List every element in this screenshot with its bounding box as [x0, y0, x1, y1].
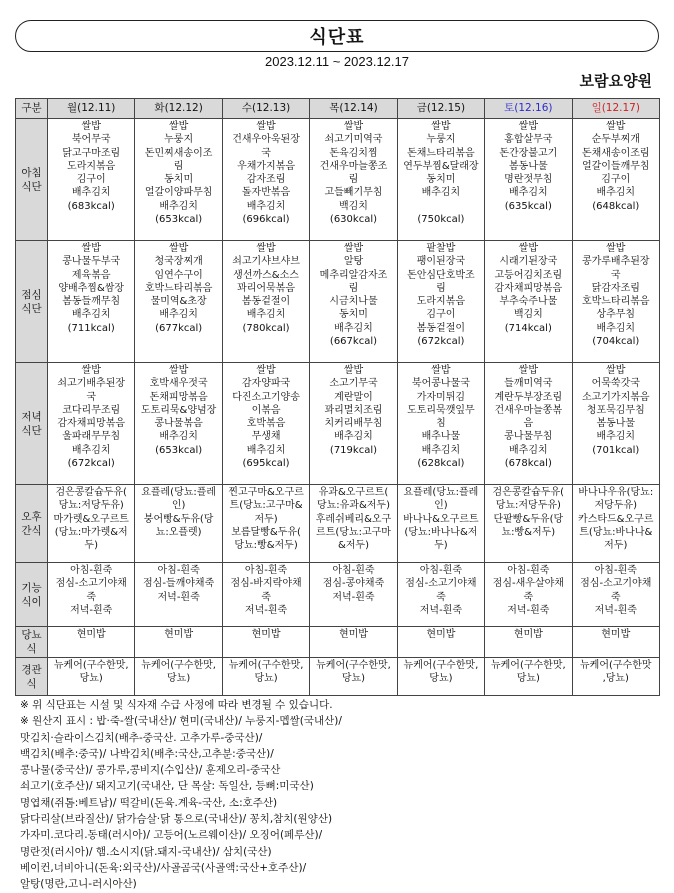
- lunch-cell: 쌀밥 쇠고기샤브샤브 생선까스&소스 꽈리어묵볶음 봄동겉절이 배추김치 (780kcal): [222, 241, 309, 363]
- tube-feeding-cell: 뉴케어(구수한맛, 당뇨): [310, 658, 397, 696]
- functional-diet-row: [16, 563, 660, 627]
- afternoon-snack-cell: 검은콩칼슘두유( 당뇨:저당두유) 단팥빵&두유(당 뇨:빵&저두): [485, 485, 572, 563]
- lunch-cell: 쌀밥 청국장찌개 임연수구이 호박느타리볶음 물미역&초장 배추김치 (677kcal): [135, 241, 222, 363]
- tube-feeding-cell: 뉴케어(구수한맛, 당뇨): [485, 658, 572, 696]
- functional-diet-cell: 아침-흰죽 점심-소고기야채 죽 저녁-흰죽: [397, 563, 484, 627]
- dinner-row: [16, 363, 660, 485]
- lunch-cell: 쌀밥 콩나물두부국 제육볶음 양배추찜&쌈장 봄동들깨무침 배추김치 (711kcal): [48, 241, 135, 363]
- menu-period: 2023.12.11 ~ 2023.12.17: [265, 54, 409, 69]
- diabetic-diet-cell: 현미밥: [48, 627, 135, 658]
- breakfast-cell: 쌀밥 쇠고기미역국 돈육김치찜 건새우마늘쫑조 림 고들빼기무침 백김치 (630kcal): [310, 119, 397, 241]
- note-line: 쇠고기(호주산)/ 돼지고기(국내산, 단 목살: 독일산, 등뼈:미국산): [20, 780, 314, 793]
- breakfast-cell: 쌀밥 북어무국 닭고구마조림 도라지볶음 김구이 배추김치 (683kcal): [48, 119, 135, 241]
- note-line: ※ 원산지 표시 : 밥·죽-쌀(국내산)/ 현미(국내산)/ 누룽지-멥쌀(국내산)/: [20, 715, 342, 728]
- day-header-sun: 일(12.17): [572, 99, 659, 119]
- day-header-wed: 수(12.13): [222, 99, 309, 119]
- note-line: 닭다리살(브라질산)/ 닭가슴살·닭 통으로(국내산)/ 꽁치,참치(원양산): [20, 813, 333, 826]
- breakfast-cell: 쌀밥 누룽지 돈민찌새송이조 림 동치미 얼갈이양파무침 배추김치 (653kcal): [135, 119, 222, 241]
- breakfast-cell: 쌀밥 홍합살무국 돈간장불고기 봄동나물 명란젓무침 배추김치 (635kcal): [485, 119, 572, 241]
- afternoon-snack-cell: 요플레(당뇨:플레 인) 바나나&오구르트 (당뇨:바나나&저 두): [397, 485, 484, 563]
- note-line: 베이컨,너비아니(돈육:외국산)/사골곰국(사골액:국산+호주산)/: [20, 861, 307, 874]
- dinner-cell: 쌀밥 쇠고기배추된장 국 코다리무조림 감자채피망볶음 울파래무무침 배추김치 (672kcal): [48, 363, 135, 485]
- diabetic-diet-cell: 현미밥: [572, 627, 659, 658]
- day-header-fri: 금(12.15): [397, 99, 484, 119]
- note-line: 백김치(배추:중국)/ 나박김치(배추:국산,고추분:중국산)/: [20, 747, 274, 760]
- dinner-cell: 쌀밥 소고기무국 계란말이 꽈리멸치조림 치커리배무침 배추김치 (719kcal): [310, 363, 397, 485]
- dinner-label: 저녁 식단: [16, 363, 48, 485]
- day-header-mon: 월(12.11): [48, 99, 135, 119]
- tube-feeding-cell: 뉴케어(구수한맛, 당뇨): [135, 658, 222, 696]
- tube-feeding-label: 경관 식: [16, 658, 48, 696]
- afternoon-snack-cell: 찐고구마&오구르 트(당뇨:고구마& 저두) 보름달빵&두유( 당뇨:빵&저두): [222, 485, 309, 563]
- functional-diet-cell: 아침-흰죽 점심-소고기야채 죽 저녁-흰죽: [48, 563, 135, 627]
- tube-feeding-cell: 뉴케어(구수한맛, 당뇨): [397, 658, 484, 696]
- diabetic-diet-cell: 현미밥: [222, 627, 309, 658]
- corner-header: 구분: [16, 99, 48, 119]
- functional-diet-cell: 아침-흰죽 점심-콩야채죽 저녁-흰죽: [310, 563, 397, 627]
- dinner-cell: 쌀밥 감자양파국 다진소고기양송 이볶음 호박볶음 무생채 배추김치 (695kcal): [222, 363, 309, 485]
- weekly-menu-table: [15, 98, 660, 696]
- day-header-sat: 토(12.16): [485, 99, 572, 119]
- afternoon-snack-cell: 검은콩칼슘두유( 당뇨:저당두유) 마가렛&오구르트 (당뇨:마가렛&저 두): [48, 485, 135, 563]
- diabetic-diet-label: 당뇨 식: [16, 627, 48, 658]
- diabetic-diet-cell: 현미밥: [135, 627, 222, 658]
- note-line: 맛김치·슬라이스김치(배추-중국산. 고추가루-중국산)/: [20, 731, 263, 744]
- note-line: 콩나물(중국산)/ 콩가루,콩비지(수입산)/ 훈제오리-중국산: [20, 764, 281, 777]
- note-line: 가자미.코다리.동태(러시아)/ 고등어(노르웨이산)/ 오징어(페루산)/: [20, 829, 323, 842]
- lunch-cell: 쌀밥 콩가루배추된장 국 닭감자조림 호박느타리볶음 상추무침 배추김치 (704kcal): [572, 241, 659, 363]
- note-line: 명엽채(쥐톰:베트남)/ 떡갈비(돈육.계육-국산, 소:호주산): [20, 796, 278, 809]
- afternoon-snack-row: [16, 485, 660, 563]
- note-line: 알탕(명란,고니-러시아산): [20, 878, 137, 891]
- functional-diet-cell: 아침-흰죽 점심-들깨야채죽 저녁-흰죽: [135, 563, 222, 627]
- note-line: 명란젓(러시아)/ 햄.소시지(닭.돼지-국내산)/ 삼치(국산): [20, 845, 272, 858]
- breakfast-row: [16, 119, 660, 241]
- facility-name: 보람요양원: [579, 72, 652, 90]
- functional-diet-cell: 아침-흰죽 점심-새우살야채 죽 저녁-흰죽: [485, 563, 572, 627]
- tube-feeding-cell: 뉴케어(구수한맛, 당뇨): [48, 658, 135, 696]
- functional-diet-label: 기능 식이: [16, 563, 48, 627]
- functional-diet-cell: 아침-흰죽 점심-바지락야채 죽 저녁-흰죽: [222, 563, 309, 627]
- lunch-cell: 팥찰밥 팽이된장국 돈안심단호박조 림 도라지볶음 김구이 봄동겉절이 (672kcal): [397, 241, 484, 363]
- tube-feeding-cell: 뉴케어(구수한맛, 당뇨): [222, 658, 309, 696]
- dinner-cell: 쌀밥 북어콩나물국 가자미튀김 도토리묵깻잎무 침 배추나물 배추김치 (628kcal): [397, 363, 484, 485]
- notes-section: [20, 697, 660, 893]
- afternoon-snack-cell: 요플레(당뇨:플레 인) 붕어빵&두유(당 뇨:오플렛): [135, 485, 222, 563]
- tube-feeding-row: [16, 658, 660, 696]
- breakfast-cell: 쌀밥 건새우아욱된장 국 우채가지볶음 감자조림 돌자반볶음 배추김치 (696kcal): [222, 119, 309, 241]
- diabetic-diet-cell: 현미밥: [397, 627, 484, 658]
- day-header-row: [16, 99, 660, 119]
- page-title: 식단표: [15, 20, 659, 52]
- diabetic-diet-row: [16, 627, 660, 658]
- diabetic-diet-cell: 현미밥: [310, 627, 397, 658]
- dinner-cell: 쌀밥 들깨미역국 계란두부장조림 건새우마늘쫑볶 음 콩나물무침 배추김치 (678kcal): [485, 363, 572, 485]
- dinner-cell: 쌀밥 호박새우젓국 돈채피망볶음 도토리묵&양념장 콩나물볶음 배추김치 (653kcal): [135, 363, 222, 485]
- tube-feeding-cell: 뉴케어(구수한맛 ,당뇨): [572, 658, 659, 696]
- afternoon-snack-cell: 바나나우유(당뇨: 저당두유) 카스타드&오구르 트(당뇨:바나나& 저두): [572, 485, 659, 563]
- functional-diet-cell: 아침-흰죽 점심-소고기야채 죽 저녁-흰죽: [572, 563, 659, 627]
- lunch-cell: 쌀밥 시래기된장국 고등어김치조림 감자채피망볶음 부추숙주나물 백김치 (714kcal): [485, 241, 572, 363]
- day-header-thu: 목(12.14): [310, 99, 397, 119]
- afternoon-snack-label: 오후 간식: [16, 485, 48, 563]
- note-line: ※ 위 식단표는 시설 및 식자재 수급 사정에 따라 변경될 수 있습니다.: [20, 699, 333, 711]
- afternoon-snack-cell: 유과&오구르트( 당뇨:유과&저두) 후레쉬베리&오구 르트(당뇨:고구마 &저두): [310, 485, 397, 563]
- dinner-cell: 쌀밥 어묵쑥갓국 소고기가지볶음 청포묵김무침 봄동나물 배추김치 (701kcal): [572, 363, 659, 485]
- lunch-cell: 쌀밥 알탕 메추리알감자조 림 시금치나물 동치미 배추김치 (667kcal): [310, 241, 397, 363]
- lunch-label: 점심 식단: [16, 241, 48, 363]
- day-header-tue: 화(12.12): [135, 99, 222, 119]
- breakfast-cell: 쌀밥 누룽지 돈채느타리볶음 연두부찜&달래장 동치미 배추김치 (750kcal): [397, 119, 484, 241]
- lunch-row: [16, 241, 660, 363]
- breakfast-cell: 쌀밥 순두부찌개 돈채새송이조림 얼갈이들깨무침 김구이 배추김치 (648kcal): [572, 119, 659, 241]
- breakfast-label: 아침 식단: [16, 119, 48, 241]
- diabetic-diet-cell: 현미밥: [485, 627, 572, 658]
